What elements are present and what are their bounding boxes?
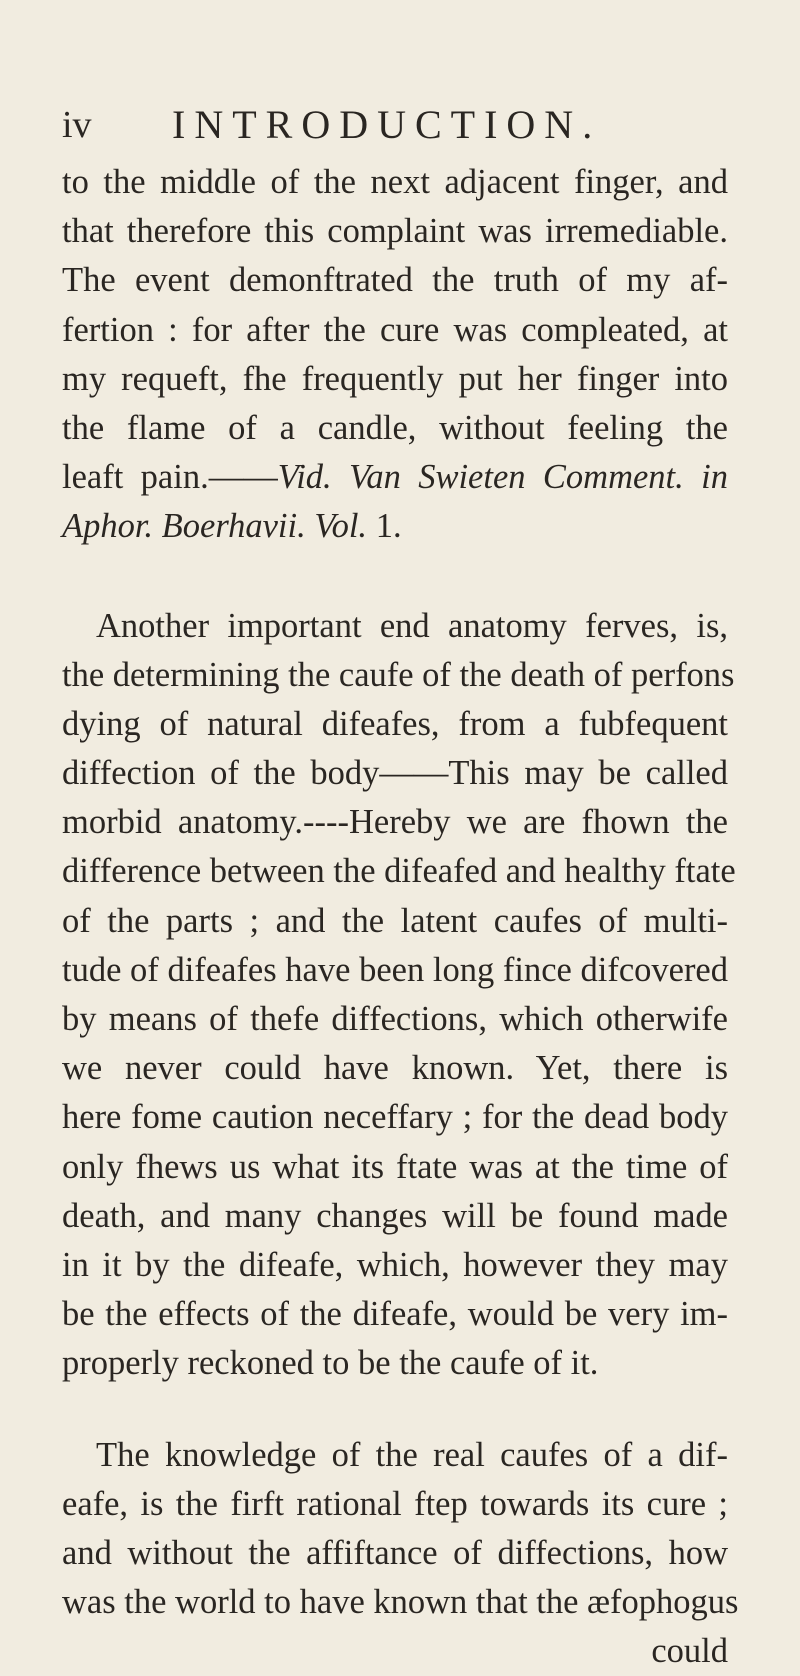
- text-line: death, and many changes will be found made: [62, 1196, 728, 1235]
- text-line: be the effects of the difeafe, would be very im-: [62, 1295, 728, 1334]
- citation-reference: Vid. Van Swieten Comment. in: [277, 458, 728, 497]
- text-line: dying of natural difeafes, from a fubfequent: [62, 704, 728, 743]
- text-line: by means of thefe diffections, which otherwife: [62, 1000, 728, 1038]
- citation-line: [62, 453, 728, 502]
- text-line: that therefore this complaint was irremediable.: [62, 212, 728, 251]
- running-head: INTRODUCTION.: [172, 102, 602, 147]
- text-line: my requeft, fhe frequently put her finger into: [62, 359, 728, 398]
- catchword: could: [651, 1632, 728, 1671]
- text-line: the determining the caufe of the death of perfons: [62, 655, 735, 694]
- page-number: iv: [62, 104, 92, 146]
- text-line: to the middle of the next adjacent finger, and: [62, 163, 728, 201]
- text-line: The event demonftrated the truth of my af-: [62, 261, 728, 300]
- text-line: we never could have known. Yet, there is: [62, 1049, 728, 1088]
- text-line: of the parts ; and the latent caufes of multi-: [62, 901, 728, 940]
- text-line: morbid anatomy.----Hereby we are fhown the: [62, 803, 728, 842]
- text-line: here fome caution neceffary ; for the dead body: [62, 1098, 728, 1137]
- text-line: the flame of a candle, without feeling the: [62, 408, 728, 447]
- text-line: was the world to have known that the æfophogus: [62, 1583, 739, 1622]
- text-line: difference between the difeafed and healthy ftate: [62, 852, 736, 891]
- citation-volume: 1.: [367, 507, 402, 546]
- text-line: in it by the difeafe, which, however they may: [62, 1245, 728, 1284]
- citation-reference: Aphor. Boerhavii. Vol.: [62, 507, 368, 546]
- text-line: diffection of the body——This may be called: [62, 754, 728, 793]
- text-line: Another important end anatomy ferves, is,: [96, 606, 728, 645]
- text-line: only fhews us what its ftate was at the time of: [62, 1147, 728, 1186]
- page-header: [62, 100, 712, 150]
- text-line: tude of difeafes have been long fince difcovered: [62, 950, 728, 989]
- text-line: fertion : for after the cure was compleated, at: [62, 310, 728, 349]
- page-body: [62, 158, 739, 1676]
- citation-line: [62, 502, 728, 551]
- text-line: and without the affiftance of diffections, how: [62, 1533, 728, 1572]
- text-line: properly reckoned to be the caufe of it.: [62, 1344, 599, 1383]
- text-line: eafe, is the firft rational ftep towards its cure ;: [62, 1484, 728, 1523]
- citation-lead: leaft pain.——: [62, 458, 278, 497]
- text-line: The knowledge of the real caufes of a dif-: [96, 1435, 728, 1474]
